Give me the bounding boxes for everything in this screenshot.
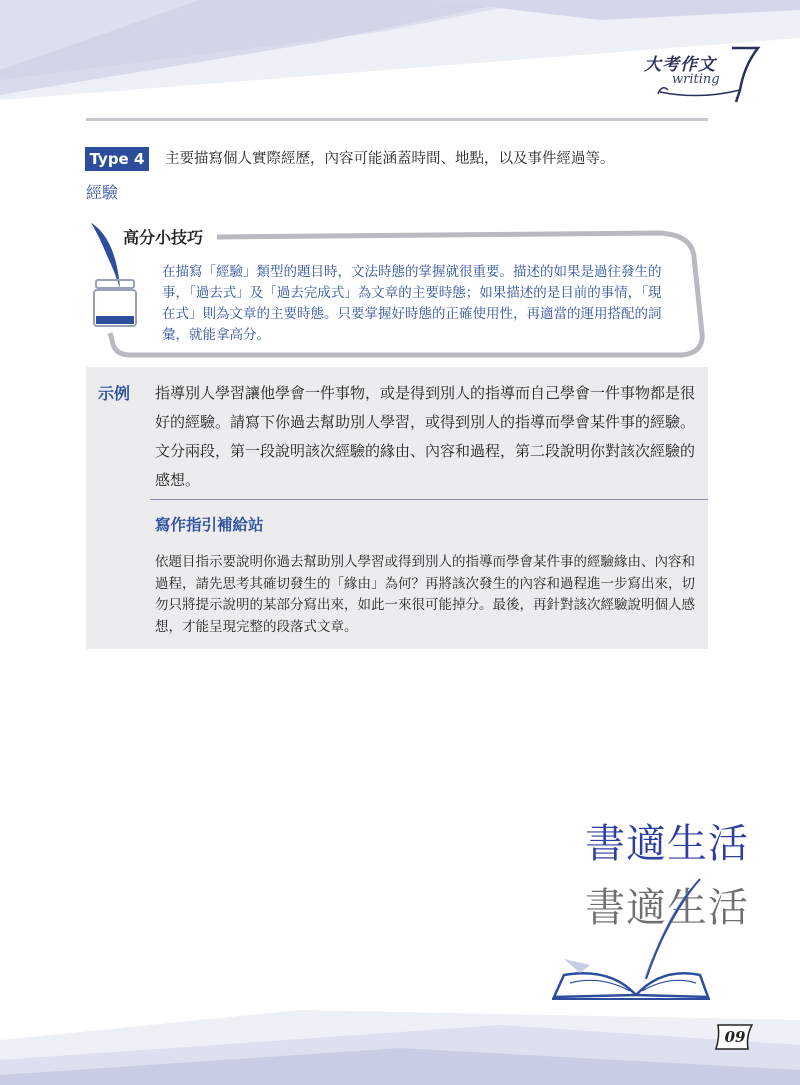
tip-title: 高分小技巧	[119, 225, 207, 248]
tip-text: 在描寫「經驗」類型的題目時，文法時態的掌握就很重要。描述的如果是過往發生的事，「過去式」及「過去完成式」為文章的主要時態；如果描述的是目前的事情，「現在式」則為文章的主要時態。只要掌握好時態的正確使用性，再適當的運用搭配的詞彙，就能拿高分。	[162, 264, 662, 343]
page-number: 09	[724, 1028, 746, 1046]
book-brand	[640, 46, 765, 106]
open-book-quill-icon	[550, 875, 715, 1005]
brand-title: 大考作文	[644, 55, 716, 75]
header-rule	[86, 118, 708, 121]
publisher-logo-line1: 書適生活	[585, 821, 749, 867]
footer-decoration	[0, 1000, 800, 1085]
brand-subtitle: writing	[672, 72, 720, 87]
example-divider	[150, 499, 708, 500]
publisher-logo-line2: 書適生活	[585, 885, 749, 931]
example-label: 示例	[98, 384, 131, 403]
example-prompt: 指導別人學習讓他學會一件事物，或是得到別人的指導而自己學會一件事物都是很好的經驗。請寫下你過去幫助別人學習，或得到別人的指導而學會某件事的經驗。文分兩段，第一段說明該次經驗的緣由、內容和過程，第二段說明你對該次經驗的感想。	[155, 384, 696, 489]
type-description: 主要描寫個人實際經歷，內容可能涵蓋時間、地點，以及事件經過等。	[165, 151, 615, 167]
guide-title: 寫作指引補給站	[155, 516, 264, 534]
guide-text: 依題目指示要說明你過去幫助別人學習或得到別人的指導而學會某件事的經驗緣由、內容和過程，請先思考其確切發生的「緣由」為何？再將該次發生的內容和過程進一步寫出來，切勿只將提示說明的某部分寫出來，如此一來很可能掉分。最後，再針對該次經驗說明個人感想，才能呈現完整的段落式文章。	[155, 554, 695, 635]
type-name: 經驗	[86, 183, 119, 202]
type-badge: Type 4	[85, 147, 149, 171]
